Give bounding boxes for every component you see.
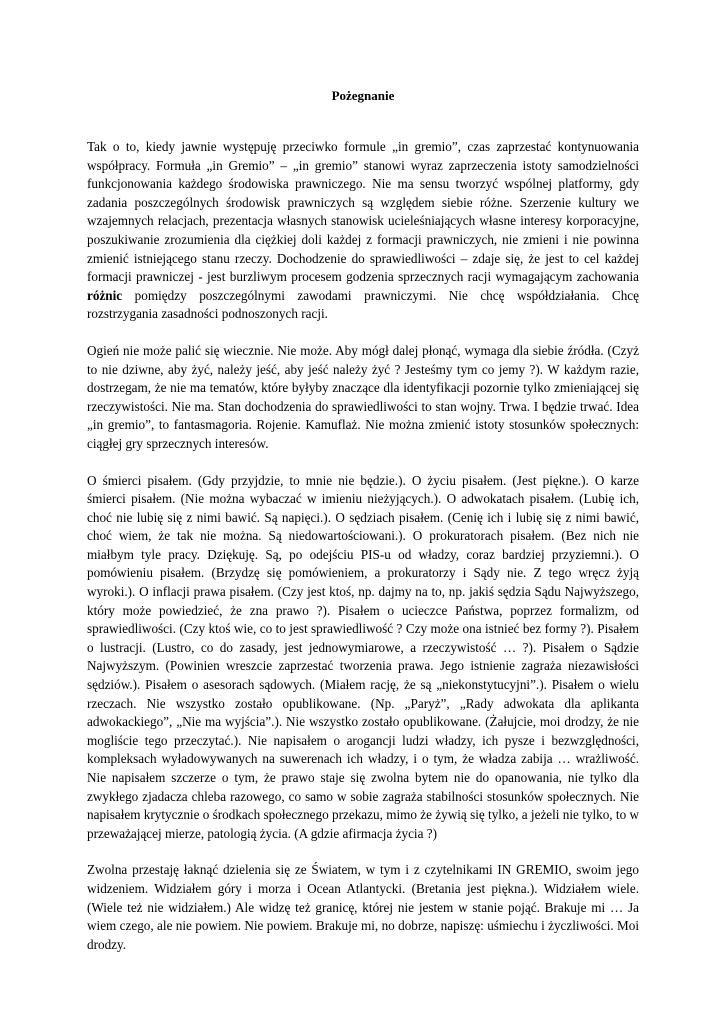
paragraph-farewell: Zwolna przestaję łaknąć dzielenia się ze Światem, w tym i z czytelnikami IN GREMIO, swoim jego widzeniem. Widziałem góry i morza i Ocean Atlantycki. (Bretania jest piękna.). Widziałem wiele. (Wiele też nie widziałem.) Ale widzę też granicę, której nie jestem w stanie pojąć. Brakuje mi … Ja wiem czego, ale nie powiem. Nie powiem. Brakuje mi, no dobrze, napiszę: uśmiechu i życzliwości. Moi drodzy. xyxy=(87,862,639,952)
paragraph-1-bold-word: różnic xyxy=(87,287,123,303)
paragraph-cooperation xyxy=(87,138,639,324)
paragraph-1-text-b: pomiędzy poszczególnymi zawodami prawniczymi. Nie chcę współdziałania. Chcę rozstrzygania zasadności podnoszonych racji. xyxy=(87,287,639,322)
paragraph-fire: Ogień nie może palić się wiecznie. Nie może. Aby mógł dalej płonąć, wymaga dla siebie źródła. (Czyż to nie dziwne, aby żyć, należy jeść, aby jeść należy żyć ? Jesteśmy tym co jemy ?). W każdym razie, dostrzegam, że nie ma tematów, które byłyby znaczące dla identyfikacji pozornie tylko zmieniającej się rzeczywistości. Nie ma. Stan dochodzenia do sprawiedliwości to stan wojny. Trwa. I będzie trwać. Idea „in gremio”, to fantasmagoria. Rojenie. Kamuflaż. Nie można zmienić istoty stosunków społecznych: ciągłej gry sprzecznych interesów. xyxy=(87,342,639,451)
document-title: Pożegnanie xyxy=(331,88,395,103)
document-page xyxy=(87,88,639,972)
paragraph-1-text-a: Tak o to, kiedy jawnie występuję przeciwko formule „in gremio”, czas zaprzestać kontynuowania współpracy. Formuła „in Gremio” – „in gremio” stanowi wyraz zaprzeczenia istoty samodzielności funkcjonowania każdego środowiska prawniczego. Nie ma sensu tworzyć wspólnej platformy, gdy zadania poszczególnych środowisk prawniczych są względem siebie różne. Szerzenie kultury we wzajemnych relacjach, prezentacja własnych stanowisk ucieleśniających własne interesy korporacyjne, poszukiwanie zrozumienia dla ciężkiej doli każdej z formacji prawniczych, nie zmieni i nie powinna zmienić istniejącego stanu rzeczy. Dochodzenie do sprawiedliwości – zdaje się, że jest to cel każdej formacji prawniczej - jest burzliwym procesem godzenia sprzecznych racji wymagającym zachowania xyxy=(87,139,639,285)
paragraph-writings: O śmierci pisałem. (Gdy przyjdzie, to mnie nie będzie.). O życiu pisałem. (Jest piękne.). O karze śmierci pisałem. (Nie można wybaczać w imieniu nieżyjących.). O adwokatach pisałem. (Lubię ich, choć nie lubię się z nimi bawić. Są napięci.). O sędziach pisałem. (Cenię ich i lubię się z nimi bawić, choć wiem, że tak nie można. Są niedowartościowani.). O prokuratorach pisałem. (Bez nich nie miałbym tyle pracy. Dziękuję. Są, po odejściu PIS-u od władzy, coraz bardziej przyziemni.). O pomówieniu pisałem. (Brzydzę się pomówieniem, a prokuratorzy i Sądy nie. Z tego wręcz żyją wyroki.). O inflacji prawa pisałem. (Czy jest ktoś, np. dajmy na to, np. jakiś sędzia Sądu Najwyższego, który może powiedzieć, że zna prawo ?). Pisałem o ucieczce Państwa, poprzez formalizm, od sprawiedliwości. (Czy ktoś wie, co to jest sprawiedliwość ? Czy może ona istnieć bez formy ?). Pisałem o lustracji. (Lustro, co do zasady, jest jednowymiarowe, a rzeczywistość … ?). Pisałem o Sądzie Najwyższym. (Powinien wreszcie zaprzestać tworzenia prawa. Jego istnienie zagraża niezawisłości sędziów.). Pisałem o asesorach sądowych. (Miałem rację, że są „niekonstytucyjni”.). Pisałem o wielu rzeczach. Nie wszystko zostało opublikowane. (Np. „Paryż”, „Rady adwokata dla aplikanta adwokackiego”, „Nie ma wyjścia”.). Nie wszystko zostało opublikowane. (Żałujcie, moi drodzy, że nie mogliście tego przeczytać.). Nie napisałem o arogancji ludzi władzy, ich pysze i bezwzględności, kompleksach wyładowywanych na suwerenach ich władzy, i o tym, że władza zabija … wrażliwość. Nie napisałem szczerze o tym, że prawo staje się zwolna bytem nie do opanowania, nie tylko dla zwykłego zjadacza chleba razowego, co samo w sobie zagraża stabilności stosunków społecznych. Nie napisałem krytycznie o środkach społecznego przekazu, mimo że żywią się tylko, a jeżeli nie tylko, to w przeważającej mierze, patologią życia. (A gdzie afirmacja życia ?) xyxy=(87,472,639,841)
